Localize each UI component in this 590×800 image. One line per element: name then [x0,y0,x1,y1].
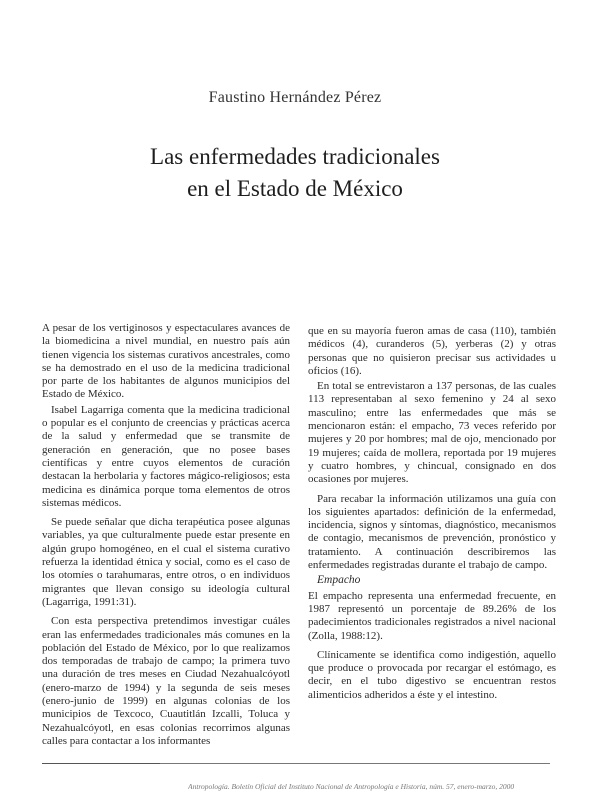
paragraph: Clínicamente se identifica como indigestión, aquello que produce o provocada por recargar el estómago, es decir, en el tubo digestivo se encuentran restos alimenticios adheridos a éste y el intestino. [308,648,556,701]
title-line-2: en el Estado de México [187,176,403,201]
paragraph: Con esta perspectiva pretendimos investigar cuáles eran las enfermedades tradicionales más comunes en la población del Estado de México, por lo que realizamos dos temporadas de trabajo de campo; la primera tuvo una duración de tres meses en Ciudad Nezahualcóyotl (enero-marzo de 1994) y la segunda de seis meses (enero-junio de 1999) en algunas colonias de los municipios de Texcoco, Cuautitlán Izcalli, Toluca y Nezahualcóyotl, en esas colonias recorrimos algunas calles para contactar a los informantes [42,615,290,747]
paragraph: A pesar de los vertiginosos y espectaculares avances de la biomedicina a nivel mundial, en nuestro país aún tienen vigencia los sistemas curativos ancestrales, como se ha demostrado en el uso de la medicina tradicional por parte de los habitantes de algunos municipios del Estado de México. [42,322,290,401]
right-column [308,325,556,704]
author-name: Faustino Hernández Pérez [208,89,382,106]
section-heading: Empacho [317,574,361,587]
paragraph: Para recabar la información utilizamos una guía con los siguientes apartados: definición de la enfermedad, incidencia, signos y síntomas, diagnóstico, mecanismos de contagio, mecanismos de prevención, pronóstico y tratamiento. A continuación describiremos las enfermedades registradas durante el trabajo de campo. [308,492,556,572]
left-column [42,322,290,750]
paragraph: Isabel Lagarriga comenta que la medicina tradicional o popular es el conjunto de creencias y prácticas acerca de la salud y enfermedad que se transmite de generación en generación, que no posee bases científicas y entre cuyos elementos de curación destacan la herbolaria y factores mágico-religiosos; esta medicina es dinámica porque toma elementos de otros sistemas médicos. [42,403,290,509]
paragraph: El empacho representa una enfermedad frecuente, en 1987 representó un porcentaje de 89.26% de los padecimientos tradicionales registrados a nivel nacional (Zolla, 1988:12). [308,589,556,642]
article-title [0,141,590,205]
paragraph: que en su mayoría fueron amas de casa (110), también médicos (4), curanderos (5), yerberas (2) y otras personas que no quisieron precisar sus actividades u oficios (16). [308,325,556,377]
footer-rule-right [160,763,550,764]
title-line-1: Las enfermedades tradicionales [150,144,440,169]
paragraph: En total se entrevistaron a 137 personas, de las cuales 113 representaban al sexo femenino y 24 al sexo masculino; entre las enfermedades que más se mencionaron están: el empacho, 73 veces referido por mujeres y 20 por hombres; mal de ojo, mencionado por 19 mujeres; caída de mollera, reportada por 19 mujeres y cuatro hombres, y chincual, consignado en dos ocasiones por mujeres. [308,380,556,486]
footer-rule-left [42,763,160,764]
footer-citation: Antropología. Boletín Oficial del Instituto Nacional de Antropología e Historia, núm. 57, enero-marzo, 2000 [188,782,515,791]
paragraph: Se puede señalar que dicha terapéutica posee algunas variables, ya que culturalmente puede estar presente en algún grupo homogéneo, en el cual el sistema curativo refuerza la identidad étnica y social, como es el caso de los otomíes o tarahumaras, entre otros, o en individuos migrantes que llevan consigo su ideología cultural (Lagarriga, 1991:31). [42,516,290,608]
